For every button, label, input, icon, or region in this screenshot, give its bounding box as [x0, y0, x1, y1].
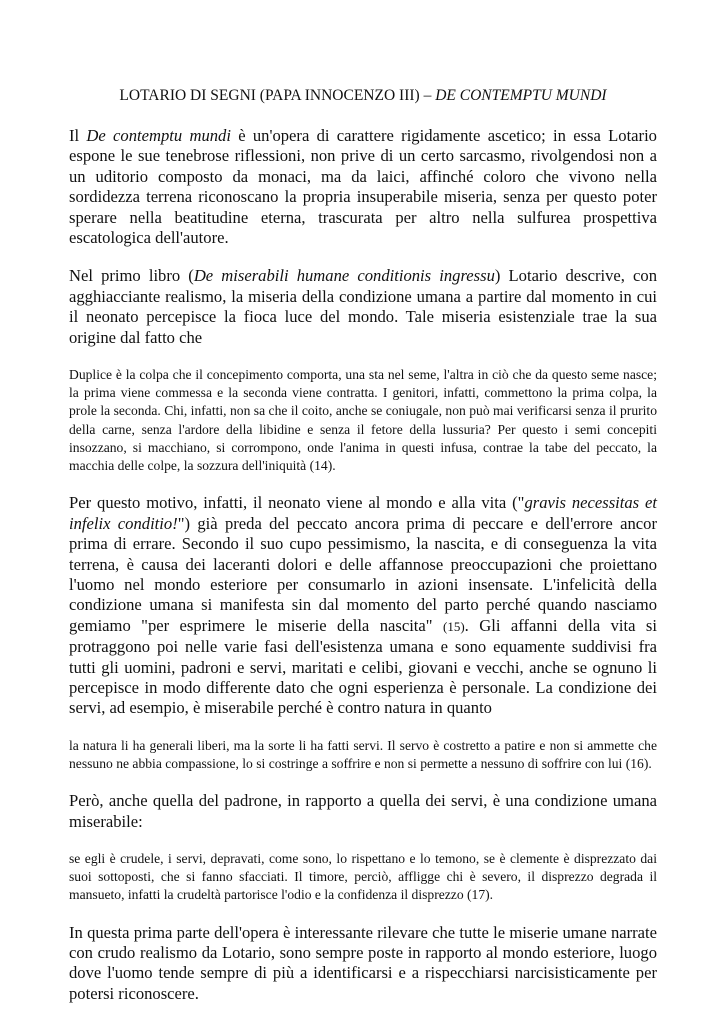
document-title — [69, 86, 657, 106]
p1-text-a: Il — [69, 126, 87, 145]
p3-italic-quote: gravis necessitas et infelix conditio! — [69, 493, 657, 533]
p1-text-b: è un'opera di carattere rigidamente ascetico; in essa Lotario espone le sue tenebrose riflessioni, non prive di un certo sarcasmo, rivolgendosi non a un uditorio composto da monaci, ma da laici, affinché coloro che vivono nella sordidezza terrena riconoscano la propria insuperabile miseria, senza per questo poter sperare nella beatitudine eterna, trascurata per altro nella sulfurea prospettiva escatologica dell'autore. — [69, 126, 657, 248]
p2-text-a: Nel primo libro ( — [69, 266, 194, 286]
block-quote-3: se egli è crudele, i servi, depravati, come sono, lo rispettano e lo temono, se è clemente è disprezzato dai suoi sottoposti, che si fanno sfacciati. Il timore, perciò, affligge chi è severo, il disprezzo degrada il mansueto, infatti la crudeltà partorisce l'odio e la confidenza il disprezzo (17). — [69, 850, 657, 903]
title-main: LOTARIO DI SEGNI (PAPA INNOCENZO III) – — [119, 87, 436, 104]
p2-italic-title: De miserabili humane conditionis ingressu — [193, 266, 495, 286]
p3-text-c: . Gli affanni della vita si protraggono poi nelle varie fasi dell'esistenza umana e sono equamente suddivisi fra tutti gli uomini, padroni e servi, maritati e celibi, giovani e vecchi, anche se ognuno li percepisce in modo differente dato che ogni esperienza è personale. La condizione dei servi, ad esempio, è miserabile perché è contro natura in quanto — [69, 615, 657, 718]
block-quote-2: la natura li ha generali liberi, ma la sorte li ha fatti servi. Il servo è costretto a patire e non si ammette che nessuno ne abbia compassione, lo si costringe a soffrire e non si permette a nessuno di soffrire con lui (16). — [69, 737, 657, 771]
p3-text-b: ") già preda del peccato ancora prima di peccare e dell'errore ancor prima di errare. Secondo il suo cupo pessimismo, la nascita, e di conseguenza la vita terrena, è causa dei laceranti dolori e delle affannose preoccupazioni che proiettano l'uomo nel mondo esteriore per consumarlo in azioni insensate. L'infelicità della condizione umana si manifesta sin dal momento del parto perché quando nasciamo gemiamo "per esprimere le miserie della nascita" — [69, 513, 657, 635]
block-quote-1: Duplice è la colpa che il concepimento comporta, una sta nel seme, l'altra in ciò che da questo seme nasce; la prima viene commessa e la seconda viene contratta. I genitori, infatti, commettono la prima colpa, la prole la seconda. Chi, infatti, non sa che il coito, anche se coniugale, non può mai verificarsi senza il prurito della carne, senza l'ardore della libidine e senza il fetore della lussuria? Per questo i semi concepiti insozzano, si macchiano, si corrompono, onde l'anima in questi infusa, contrae la tabe del peccato, la macchia delle colpe, la sozzura dell'iniquità (14). — [69, 367, 657, 474]
document-page — [69, 86, 657, 1022]
paragraph-5: In questa prima parte dell'opera è interessante rilevare che tutte le miserie umane narrate con crudo realismo da Lotario, sono sempre poste in rapporto al mondo esteriore, luogo dove l'uomo tende sempre di più a identificarsi e a rispecchiarsi narcisisticamente per potersi riconoscere. — [69, 922, 657, 1003]
paragraph-4: Però, anche quella del padrone, in rapporto a quella dei servi, è una condizione umana miserabile: — [69, 791, 657, 831]
p2-text-b: ) Lotario descrive, con agghiacciante realismo, la miseria della condizione umana a partire dal momento in cui il neonato percepisce la fioca luce del mondo. Tale miseria esistenziale trae la sua origine dal fatto che — [69, 266, 657, 347]
paragraph-2 — [69, 266, 657, 348]
footnote-ref-15: (15) — [442, 618, 465, 634]
title-italic: DE CONTEMPTU MUNDI — [435, 87, 607, 104]
paragraph-1 — [69, 126, 657, 248]
paragraph-3 — [69, 493, 657, 718]
p1-italic-title: De contemptu mundi — [86, 126, 231, 145]
p3-text-a: Per questo motivo, infatti, il neonato viene al mondo e alla vita (" — [69, 493, 525, 513]
